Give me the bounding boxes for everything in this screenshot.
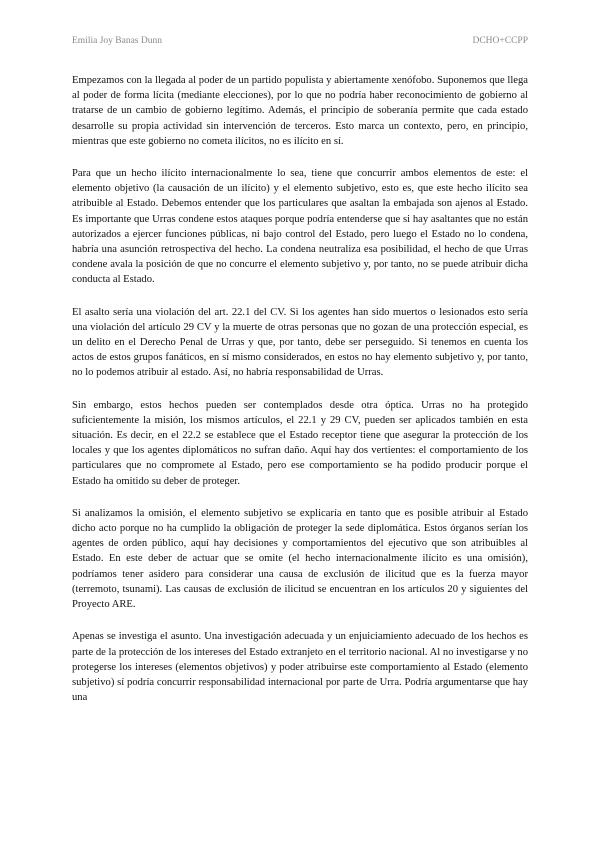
paragraph-omision: Si analizamos la omisión, el elemento subjetivo se explicaría en tanto que es posible atribuir al Estado dicho acto porque no ha cumplido la obligación de proteger la sede diplomática. Estos órganos serían los agentes de orden público, aquí hay decisiones y comportamientos del ejecutivo que son atribuibles al Estado. En este deber de actuar que se omite (el hecho internacionalmente ilícito es una omisión), podríamos tener asidero para considerar una causa de exclusión de ilicitud que es la fuerza mayor (terremoto, tsunami). Las causas de exclusión de ilicitud se encuentran en los artículos 20 y siguientes del Proyecto ARE. [72, 507, 528, 611]
paragraph-asalto: El asalto sería una violación del art. 22.1 del CV. Si los agentes han sido muertos o lesionados esto sería una violación del artículo 29 CV y la muerte de otras personas que no gozan de una protección especial, es un delito en el Derecho Penal de Urras y que, por tanto, debe ser perseguido. Si tenemos en cuenta los actos de estos grupos fanáticos, en sí mismo considerados, en estos no hay elemento subjetivo y, por tanto, no lo podemos atribuir al estado. Así, no habría responsabilidad de Urras. [72, 306, 528, 379]
header-course: DCHO+CCPP [472, 36, 528, 46]
paragraph-investigacion: Apenas se investiga el asunto. Una investigación adecuada y un enjuiciamiento adecuado de los hechos es parte de la protección de los intereses del Estado extranjeto en el territorio nacional. Al no investigarse y no protegerse los intereses (elementos objetivos) y poder atribuirse este comportamiento al Estado (elemento subjetivo) sí podría concurrir responsabilidad internacional por parte de Urra. Podría argumentarse que hay una [72, 631, 528, 704]
header-author: Emilia Joy Banas Dunn [72, 36, 162, 46]
paragraph-hecho-ilicito: Para que un hecho ilícito internacionalmente lo sea, tiene que concurrir ambos elementos de este: el elemento objetivo (la causación de un ilícito) y el elemento subjetivo, esto es, que este hecho ilícito sea atribuible al Estado. Debemos entender que los particulares que asaltan la embajada son ajenos al Estado. Es importante que Urras condene estos ataques porque podría entenderse que si hay asaltantes que no están autorizados a ejercer funciones públicas, ni bajo control del Estado, pero luego el Estado no lo condena, habría una asunción retrospectiva del hecho. La condena neutraliza esa posibilidad, el hecho de que Urras condene avala la posición de que no concurre el elemento subjetivo y, por tanto, no se puede atribuir dicha conducta al Estado. [72, 168, 528, 286]
document-body [72, 73, 528, 722]
page-header [72, 36, 528, 50]
paragraph-otra-optica: Sin embargo, estos hechos pueden ser contemplados desde otra óptica. Urras no ha protegido suficientemente la misión, los mismos artículos, el 22.1 y 29 CV, pueden ser aplicados también en esta situación. Es decir, en el 22.2 se establece que el Estado receptor tiene que asegurar la protección de los locales y que los agentes diplomáticos no sufran daño. Aquí hay dos vertientes: el comportamiento de los particulares que no compromete al Estado, pero ese comportamiento se ha podido producir porque el Estado ha omitido su deber de proteger. [72, 399, 528, 487]
paragraph-llegada-al-poder: Empezamos con la llegada al poder de un partido populista y abiertamente xenófobo. Suponemos que llega al poder de forma lícita (mediante elecciones), por lo que no podría haber reconocimiento de gobierno al tratarse de un cambio de gobierno legítimo. Además, el principio de soberanía permite que cada estado desarrolle su propia actividad sin intervención de terceros. Esto marca un contexto, pero, en principio, mientras que este gobierno no cometa ilícitos, no es ilícito en sí. [72, 75, 528, 147]
